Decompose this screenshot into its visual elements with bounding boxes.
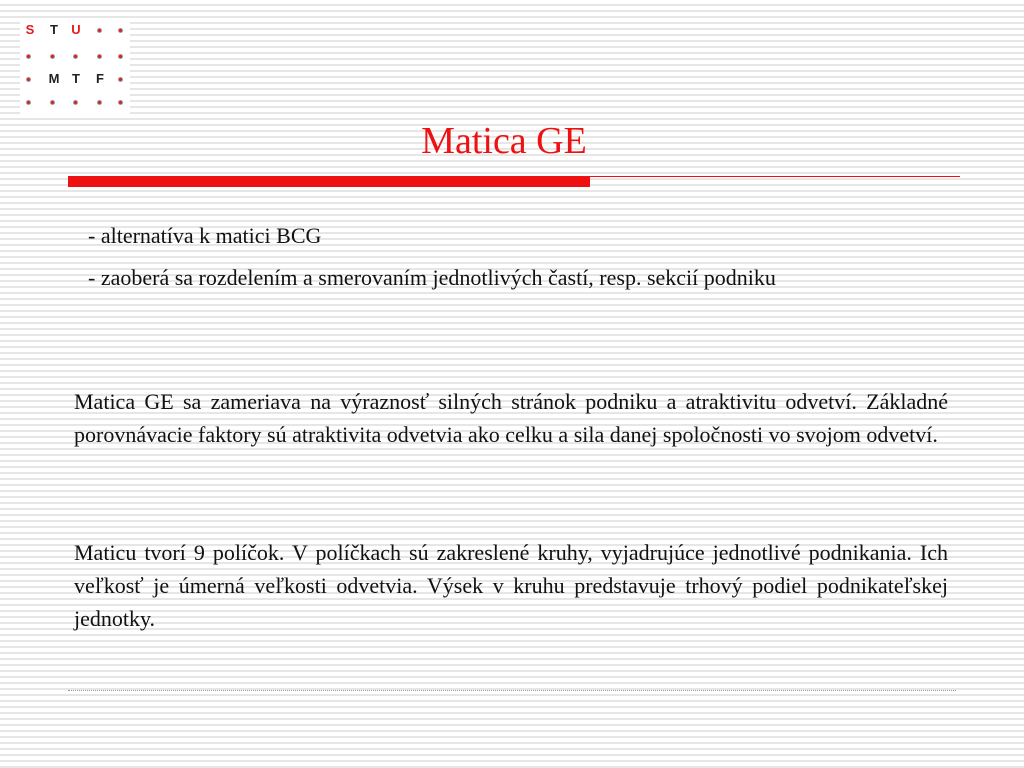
logo-letter-t2: T (72, 71, 80, 86)
title-underline-thin (590, 176, 960, 177)
body-paragraph: Maticu tvorí 9 políčok. V políčkach sú zakreslené kruhy, vyjadrujúce jednotlivé podnikania. Ich veľkosť je úmerná veľkosti odvetvia. Výsek v kruhu predstavuje trhový podiel podnikateľskej jednotky. (74, 540, 948, 631)
logo-dot (118, 77, 123, 82)
logo-letter-f: F (96, 71, 104, 86)
logo-dot (50, 54, 55, 59)
logo-dot (97, 100, 102, 105)
logo-dot (97, 28, 102, 33)
logo-dot (26, 54, 31, 59)
logo-letter-m: M (48, 71, 60, 86)
bullet-list (88, 222, 968, 306)
logo-dot (50, 100, 55, 105)
title-underline-thick (68, 176, 590, 187)
logo-dot (97, 54, 102, 59)
stu-mtf-logo (20, 20, 130, 116)
logo-letter-t: T (50, 22, 58, 37)
logo-dot (118, 100, 123, 105)
logo-dot (73, 54, 78, 59)
bullet-item: - alternatíva k matici BCG (88, 223, 322, 248)
footer-divider (68, 690, 956, 691)
slide-title: Matica GE (421, 120, 587, 162)
logo-dot (118, 28, 123, 33)
body-paragraph: Matica GE sa zameriava na výraznosť silných stránok podniku a atraktivitu odvetví. Základné porovnávacie faktory sú atraktivita odvetvia ako celku a sila danej spoločnosti vo svojom odvetví. (74, 389, 948, 447)
logo-letter-s: S (25, 22, 35, 37)
logo-dot (26, 100, 31, 105)
logo-dot (118, 54, 123, 59)
bullet-item: - zaoberá sa rozdelením a smerovaním jednotlivých častí, resp. sekcií podniku (88, 265, 776, 290)
logo-letter-u: U (71, 22, 81, 37)
logo-dot (26, 77, 31, 82)
logo-dot (73, 100, 78, 105)
